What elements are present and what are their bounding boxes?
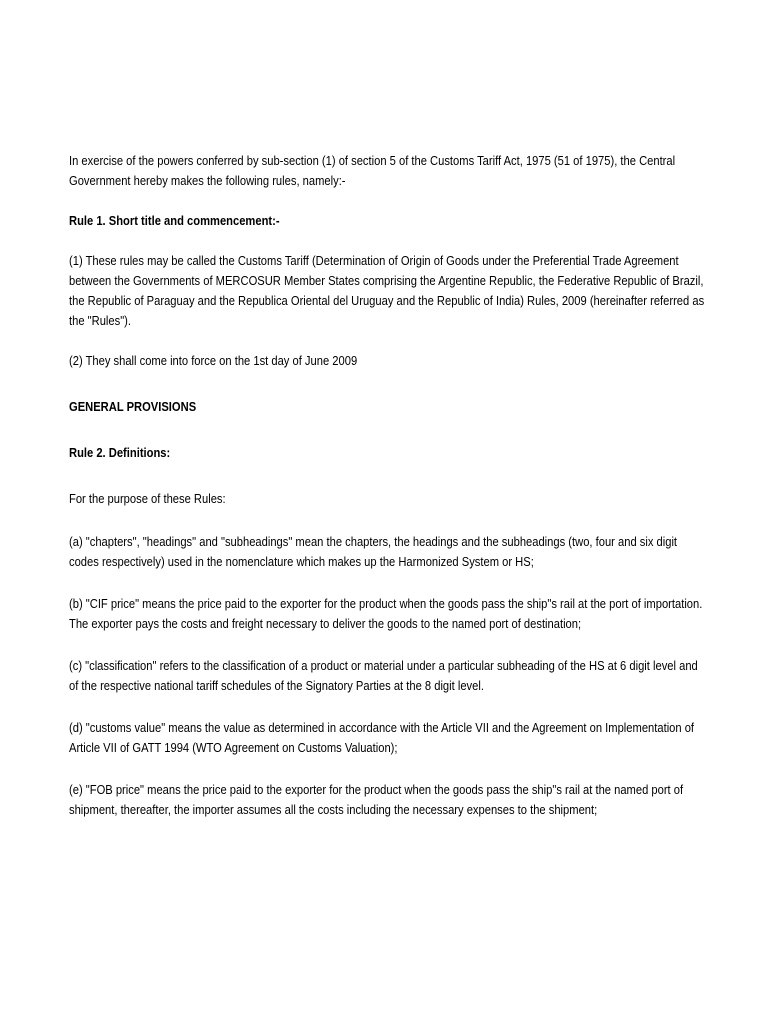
purpose-paragraph: For the purpose of these Rules: bbox=[69, 491, 226, 506]
rule1-heading: Rule 1. Short title and commencement:- bbox=[69, 213, 280, 228]
general-provisions-heading: GENERAL PROVISIONS bbox=[69, 399, 197, 414]
document-body bbox=[69, 151, 709, 820]
definition-b: (b) "CIF price" means the price paid to the exporter for the product when the goods pass the ship"s rail at the port of importation. The exporter pays the costs and freight necessary to deliver the goods to the named port of destination; bbox=[69, 596, 703, 631]
definition-a: (a) "chapters", "headings" and "subheadings" mean the chapters, the headings and the subheadings (two, four and six digit codes respectively) used in the nomenclature which makes up the Harmonized System or HS; bbox=[69, 534, 678, 569]
rule1-paragraph-1: (1) These rules may be called the Customs Tariff (Determination of Origin of Goods under the Preferential Trade Agreement between the Governments of MERCOSUR Member States comprising the Argentine Republic, the Federative Republic of Brazil, the Republic of Paraguay and the Republica Oriental del Uruguay and the Republic of India) Rules, 2009 (hereinafter referred as the "Rules"). bbox=[69, 253, 705, 328]
rule1-paragraph-2: (2) They shall come into force on the 1st day of June 2009 bbox=[69, 353, 358, 368]
rule2-heading: Rule 2. Definitions: bbox=[69, 445, 171, 460]
intro-paragraph: In exercise of the powers conferred by sub-section (1) of section 5 of the Customs Tariff Act, 1975 (51 of 1975), the Central Government hereby makes the following rules, namely:- bbox=[69, 153, 676, 188]
definition-d: (d) "customs value" means the value as determined in accordance with the Article VII and the Agreement on Implementation of Article VII of GATT 1994 (WTO Agreement on Customs Valuation); bbox=[69, 720, 695, 755]
definition-c: (c) "classification" refers to the classification of a product or material under a particular subheading of the HS at 6 digit level and of the respective national tariff schedules of the Signatory Parties at the 8 digit level. bbox=[69, 658, 698, 693]
definition-e: (e) "FOB price" means the price paid to the exporter for the product when the goods pass the ship"s rail at the named port of shipment, thereafter, the importer assumes all the costs including the necessary expenses to the shipment; bbox=[69, 782, 684, 817]
